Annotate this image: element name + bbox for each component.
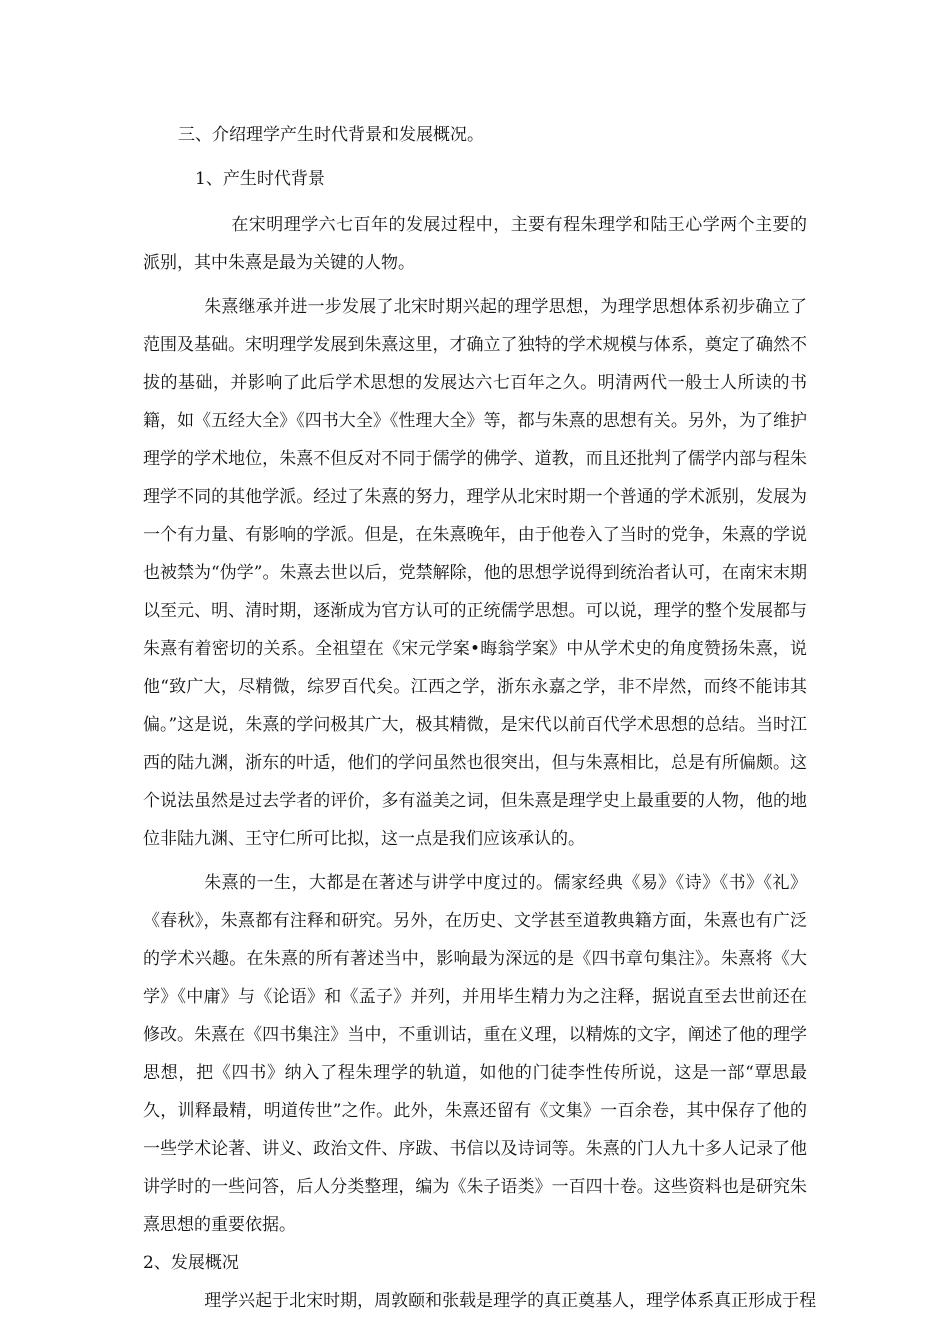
paragraph-zhuxi-works: 朱熹的一生，大都是在著述与讲学中度过的。儒家经典《易》《诗》《书》《礼》《春秋》，朱熹都有注释和研究。另外，在历史、文学甚至道教典籍方面，朱熹也有广泛的学术兴趣。在朱熹的所有著述当中，影响最为深远的是《四书章句集注》。朱熹将《大学》《中庸》与《论语》和《孟子》并列，并用毕生精力为之注释，据说直至去世前还在修改。朱熹在《四书集注》当中，不重训诂，重在义理，以精炼的文字，阐述了他的理学思想，把《四书》纳入了程朱理学的轨道，如他的门徒李性传所说，这是一部“覃思最久，训释最精，明道传世”之作。此外，朱熹还留有《文集》一百余卷，其中保存了他的一些学术论著、讲义、政治文件、序跋、书信以及诗词等。朱熹的门人九十多人记录了他讲学时的一些问答，后人分类整理，编为《朱子语类》一百四十卷。这些资料也是研究朱熹思想的重要依据。: [143, 873, 807, 1235]
text-column: [143, 118, 817, 1320]
paragraph-intro: 在宋明理学六七百年的发展过程中，主要有程朱理学和陆王心学两个主要的派别，其中朱熹是最为关键的人物。: [143, 215, 807, 273]
section-heading-main: 三、介绍理学产生时代背景和发展概况。: [178, 125, 484, 145]
subsection-heading-development: 2、发展概况: [143, 1253, 239, 1273]
paragraph-zhuxi-legacy: 朱熹继承并进一步发展了北宋时期兴起的理学思想，为理学思想体系初步确立了范围及基础。宋明理学发展到朱熹这里，才确立了独特的学术规模与体系，奠定了确然不拔的基础，并影响了此后学术思想的发展达六七百年之久。明清两代一般士人所读的书籍，如《五经大全》《四书大全》《性理大全》等，都与朱熹的思想有关。另外，为了维护理学的学术地位，朱熹不但反对不同于儒学的佛学、道教，而且还批判了儒学内部与程朱理学不同的其他学派。经过了朱熹的努力，理学从北宋时期一个普通的学术派别，发展为一个有力量、有影响的学派。但是，在朱熹晚年，由于他卷入了当时的党争，朱熹的学说也被禁为“伪学”。朱熹去世以后，党禁解除，他的思想学说得到统治者认可，在南宋末期以至元、明、清时期，逐渐成为官方认可的正统儒学思想。可以说，理学的整个发展都与朱熹有着密切的关系。全祖望在《宋元学案•晦翁学案》中从学术史的角度赞扬朱熹，说他“致广大，尽精微，综罗百代矣。江西之学，浙东永嘉之学，非不岸然，而终不能讳其偏。”这是说，朱熹的学问极其广大，极其精微，是宋代以前百代学术思想的总结。当时江西的陆九渊，浙东的叶适，他们的学问虽然也很突出，但与朱熹相比，总是有所偏颇。这个说法虽然是过去学者的评价，多有溢美之词，但朱熹是理学史上最重要的人物，他的地位非陆九渊、王守仁所可比拟，这一点是我们应该承认的。: [143, 297, 807, 849]
paragraph-development: 理学兴起于北宋时期，周敦颐和张载是理学的真正奠基人，理学体系真正形成于程: [204, 1291, 817, 1311]
subsection-heading-background: 1、产生时代背景: [195, 169, 325, 189]
